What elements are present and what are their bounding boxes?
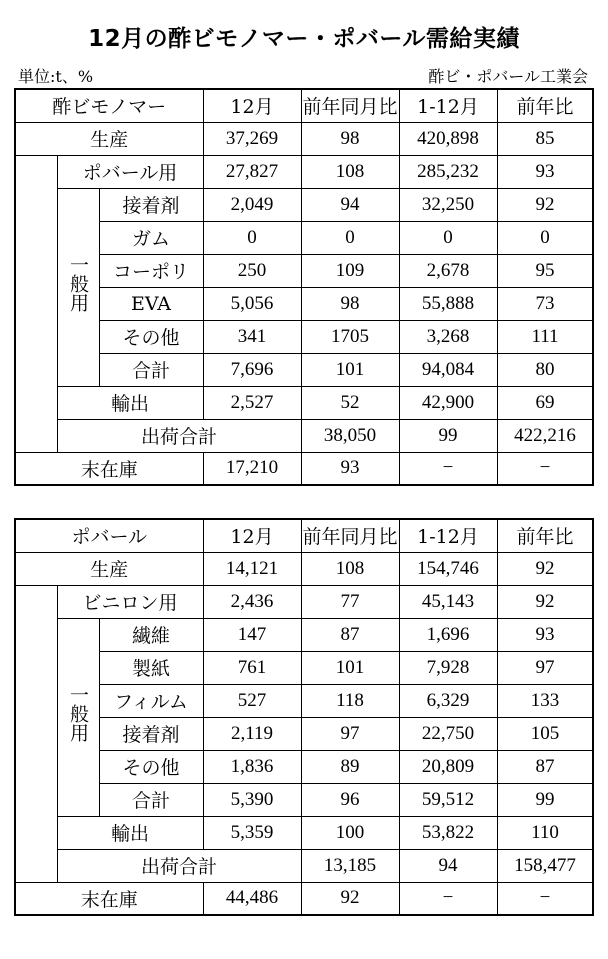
- general-use-text: 一般用: [67, 684, 89, 742]
- table-header-row: [15, 519, 593, 552]
- table-row: [15, 585, 593, 618]
- cell-yoy-ytd: −: [497, 882, 593, 915]
- cell-month: 761: [203, 651, 301, 684]
- cell-month: 7,696: [203, 353, 301, 386]
- cell-month: 341: [203, 320, 301, 353]
- table-row: [15, 320, 593, 353]
- cell-yoy-month: 108: [301, 552, 399, 585]
- cell-yoy-month: 92: [301, 882, 399, 915]
- cell-yoy-ytd: 95: [497, 254, 593, 287]
- cell-yoy-ytd: 133: [497, 684, 593, 717]
- row-label: ガム: [99, 221, 203, 254]
- page-title: 12月の酢ビモノマー・ポバール需給実績: [88, 26, 520, 52]
- cell-month: 250: [203, 254, 301, 287]
- row-label: 合計: [99, 353, 203, 386]
- cell-yoy-month: 101: [301, 353, 399, 386]
- row-label: 輸出: [57, 386, 203, 419]
- row-label: 輸出: [57, 816, 203, 849]
- cell-yoy-month: 118: [301, 684, 399, 717]
- cell-yoy-ytd: 97: [497, 651, 593, 684]
- cell-yoy-month: 100: [301, 816, 399, 849]
- cell-month: 527: [203, 684, 301, 717]
- col-ytd: 1-12月: [399, 519, 497, 552]
- row-label: 接着剤: [99, 717, 203, 750]
- cell-yoy-month: 89: [301, 750, 399, 783]
- cell-month: 13,185: [301, 849, 399, 882]
- row-label: フィルム: [99, 684, 203, 717]
- cell-ytd: 20,809: [399, 750, 497, 783]
- col-month: 12月: [203, 89, 301, 122]
- col-yoy-month: 前年同月比: [301, 519, 399, 552]
- general-use-label: [57, 618, 99, 816]
- cell-ytd: 2,678: [399, 254, 497, 287]
- cell-month: 14,121: [203, 552, 301, 585]
- row-label: コーポリ: [99, 254, 203, 287]
- col-ytd: 1-12月: [399, 89, 497, 122]
- cell-month: 27,827: [203, 155, 301, 188]
- table-row: [15, 419, 593, 452]
- cell-yoy-month: 109: [301, 254, 399, 287]
- table-row: [15, 684, 593, 717]
- general-use-label: [57, 188, 99, 386]
- cell-month: 44,486: [203, 882, 301, 915]
- cell-yoy-ytd: 93: [497, 618, 593, 651]
- cell-yoy-month: 96: [301, 783, 399, 816]
- cell-ytd: 53,822: [399, 816, 497, 849]
- cell-ytd: 42,900: [399, 386, 497, 419]
- cell-yoy-ytd: 93: [497, 155, 593, 188]
- cell-yoy-ytd: 92: [497, 552, 593, 585]
- cell-month: 2,436: [203, 585, 301, 618]
- col-yoy-ytd: 前年比: [497, 519, 593, 552]
- table-row: [15, 221, 593, 254]
- cell-month: 2,119: [203, 717, 301, 750]
- cell-yoy-ytd: 110: [497, 816, 593, 849]
- cell-month: 37,269: [203, 122, 301, 155]
- cell-ytd: 422,216: [497, 419, 593, 452]
- pvoh-table: [14, 518, 594, 916]
- cell-ytd: 420,898: [399, 122, 497, 155]
- cell-yoy-month: 97: [301, 717, 399, 750]
- general-use-text: 一般用: [67, 254, 89, 312]
- table-row: [15, 353, 593, 386]
- table-row: [15, 188, 593, 221]
- cell-yoy-ytd: −: [497, 452, 593, 485]
- row-label: 出荷合計: [57, 419, 301, 452]
- cell-yoy-month: 0: [301, 221, 399, 254]
- cell-ytd: 45,143: [399, 585, 497, 618]
- row-label: ビニロン用: [57, 585, 203, 618]
- cell-ytd: 285,232: [399, 155, 497, 188]
- cell-ytd: 158,477: [497, 849, 593, 882]
- row-label: その他: [99, 320, 203, 353]
- cell-yoy-ytd: 99: [497, 783, 593, 816]
- col-yoy-month: 前年同月比: [301, 89, 399, 122]
- cell-ytd: 3,268: [399, 320, 497, 353]
- cell-yoy-month: 108: [301, 155, 399, 188]
- cell-yoy-month: 77: [301, 585, 399, 618]
- row-label: 出荷合計: [57, 849, 301, 882]
- cell-month: 1,836: [203, 750, 301, 783]
- table-name: 酢ビモノマー: [15, 89, 203, 122]
- table-row: [15, 816, 593, 849]
- table-row: [15, 750, 593, 783]
- table-row: [15, 651, 593, 684]
- unit-label: 単位:t、%: [18, 67, 94, 86]
- cell-yoy-ytd: 105: [497, 717, 593, 750]
- row-label: 繊維: [99, 618, 203, 651]
- table-row: [15, 552, 593, 585]
- cell-ytd: 154,746: [399, 552, 497, 585]
- cell-ytd: −: [399, 882, 497, 915]
- cell-yoy-ytd: 73: [497, 287, 593, 320]
- cell-yoy-month: 52: [301, 386, 399, 419]
- row-label: その他: [99, 750, 203, 783]
- cell-ytd: 0: [399, 221, 497, 254]
- cell-yoy-ytd: 92: [497, 188, 593, 221]
- cell-month: 17,210: [203, 452, 301, 485]
- cell-yoy-ytd: 80: [497, 353, 593, 386]
- cell-yoy-month: 101: [301, 651, 399, 684]
- cell-yoy-ytd: 69: [497, 386, 593, 419]
- table-name: ポバール: [15, 519, 203, 552]
- row-label: 生産: [15, 122, 203, 155]
- source-label: 酢ビ・ポバール工業会: [428, 67, 588, 86]
- cell-ytd: −: [399, 452, 497, 485]
- table-row: [15, 254, 593, 287]
- cell-yoy-month: 98: [301, 287, 399, 320]
- cell-yoy-month: 1705: [301, 320, 399, 353]
- cell-month: 5,359: [203, 816, 301, 849]
- row-label: 末在庫: [15, 452, 203, 485]
- cell-ytd: 6,329: [399, 684, 497, 717]
- indent-cell: [15, 585, 57, 882]
- cell-yoy-month: 94: [399, 849, 497, 882]
- cell-yoy-month: 93: [301, 452, 399, 485]
- cell-yoy-month: 98: [301, 122, 399, 155]
- table-row: [15, 849, 593, 882]
- row-label: 接着剤: [99, 188, 203, 221]
- cell-ytd: 1,696: [399, 618, 497, 651]
- indent-cell: [15, 155, 57, 452]
- row-label: ポバール用: [57, 155, 203, 188]
- cell-month: 2,049: [203, 188, 301, 221]
- row-label: EVA: [99, 287, 203, 320]
- cell-month: 0: [203, 221, 301, 254]
- cell-yoy-ytd: 111: [497, 320, 593, 353]
- cell-yoy-ytd: 92: [497, 585, 593, 618]
- table-row: [15, 122, 593, 155]
- table-row: [15, 882, 593, 915]
- table-header-row: [15, 89, 593, 122]
- row-label: 合計: [99, 783, 203, 816]
- cell-ytd: 55,888: [399, 287, 497, 320]
- table-row: [15, 783, 593, 816]
- cell-month: 147: [203, 618, 301, 651]
- row-label: 生産: [15, 552, 203, 585]
- cell-yoy-month: 94: [301, 188, 399, 221]
- cell-yoy-month: 87: [301, 618, 399, 651]
- cell-yoy-month: 99: [399, 419, 497, 452]
- cell-ytd: 94,084: [399, 353, 497, 386]
- table-row: [15, 717, 593, 750]
- cell-ytd: 59,512: [399, 783, 497, 816]
- table-row: [15, 386, 593, 419]
- cell-yoy-ytd: 85: [497, 122, 593, 155]
- cell-ytd: 22,750: [399, 717, 497, 750]
- table-row: [15, 287, 593, 320]
- vam-table: [14, 88, 594, 486]
- cell-month: 38,050: [301, 419, 399, 452]
- col-month: 12月: [203, 519, 301, 552]
- table-row: [15, 155, 593, 188]
- cell-ytd: 7,928: [399, 651, 497, 684]
- cell-month: 5,390: [203, 783, 301, 816]
- table-row: [15, 618, 593, 651]
- cell-yoy-ytd: 0: [497, 221, 593, 254]
- cell-month: 5,056: [203, 287, 301, 320]
- row-label: 末在庫: [15, 882, 203, 915]
- col-yoy-ytd: 前年比: [497, 89, 593, 122]
- cell-yoy-ytd: 87: [497, 750, 593, 783]
- cell-ytd: 32,250: [399, 188, 497, 221]
- cell-month: 2,527: [203, 386, 301, 419]
- table-row: [15, 452, 593, 485]
- row-label: 製紙: [99, 651, 203, 684]
